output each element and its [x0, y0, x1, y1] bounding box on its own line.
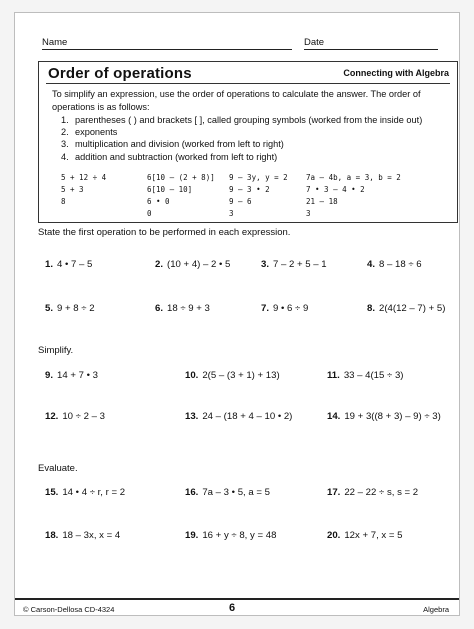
problem-item: 10. 2(5 – (3 + 1) + 13)	[185, 370, 280, 381]
copyright-text: © Carson-Dellosa CD-4324	[23, 605, 115, 614]
step-item: 1. parentheses ( ) and brackets [ ], called grouping symbols (worked from the inside out)	[61, 115, 423, 125]
problem-item: 7. 9 • 6 ÷ 9	[261, 303, 309, 314]
problem-item: 2. (10 + 4) – 2 • 5	[155, 259, 231, 270]
problem-item: 5. 9 + 8 ÷ 2	[45, 303, 95, 314]
box-tag: Connecting with Algebra	[343, 68, 449, 78]
problem-item: 3. 7 – 2 + 5 – 1	[261, 259, 327, 270]
example-column: 5 + 12 ÷ 4 5 + 3 8	[61, 173, 107, 206]
date-line	[304, 49, 438, 50]
problem-item: 20. 12x + 7, x = 5	[327, 530, 403, 541]
step-item: 4. addition and subtraction (worked from left to right)	[61, 151, 278, 162]
subject-label: Algebra	[423, 605, 449, 614]
name-label: Name	[42, 37, 68, 48]
problem-item: 19. 16 + y ÷ 8, y = 48	[185, 530, 277, 541]
step-item: 2. exponents	[61, 127, 118, 138]
problem-item: 16. 7a – 3 • 5, a = 5	[185, 487, 270, 498]
problem-item: 4. 8 – 18 ÷ 6	[367, 259, 422, 270]
steps-list	[61, 114, 422, 163]
intro-text: To simplify an expression, use the order of operations to calculate the answer. The order of operations is as follows:	[52, 89, 421, 112]
name-date-row	[42, 33, 435, 53]
problem-item: 6. 18 ÷ 9 + 3	[155, 303, 210, 314]
footer-rule	[15, 598, 459, 600]
box-title: Order of operations	[48, 65, 192, 82]
problem-item: 13. 24 – (18 + 4 – 10 • 2)	[185, 411, 293, 422]
problem-item: 14. 19 + 3((8 + 3) – 9) ÷ 3)	[327, 411, 441, 422]
problem-item: 11. 33 – 4(15 ÷ 3)	[327, 370, 404, 381]
date-label: Date	[304, 37, 325, 48]
instruction-first-operation: State the first operation to be performed in each expression.	[38, 227, 291, 238]
rules-box	[38, 61, 458, 223]
problem-item: 9. 14 + 7 • 3	[45, 370, 98, 381]
title-rule	[46, 83, 450, 84]
problem-item: 1. 4 • 7 – 5	[45, 259, 93, 270]
problem-item: 18. 18 – 3x, x = 4	[45, 530, 121, 541]
name-line	[42, 49, 292, 50]
problem-item: 12. 10 ÷ 2 – 3	[45, 411, 105, 422]
problem-item: 17. 22 – 22 ÷ s, s = 2	[327, 487, 419, 498]
instruction-simplify: Simplify.	[38, 345, 74, 356]
example-column: 9 – 3y, y = 2 9 – 3 • 2 9 – 6 3	[229, 173, 288, 218]
instruction-evaluate: Evaluate.	[38, 463, 78, 474]
problem-item: 15. 14 • 4 ÷ r, r = 2	[45, 487, 126, 498]
page-number: 6	[229, 602, 236, 614]
example-column: 7a – 4b, a = 3, b = 2 7 • 3 – 4 • 2 21 – 18 3	[306, 173, 401, 218]
example-column: 6[10 – (2 + 8)] 6[10 – 10] 6 • 0 0	[147, 173, 215, 218]
worksheet-page	[14, 12, 460, 616]
step-item: 3. multiplication and division (worked from left to right)	[61, 139, 284, 150]
problem-item: 8. 2(4(12 – 7) + 5)	[367, 303, 446, 314]
